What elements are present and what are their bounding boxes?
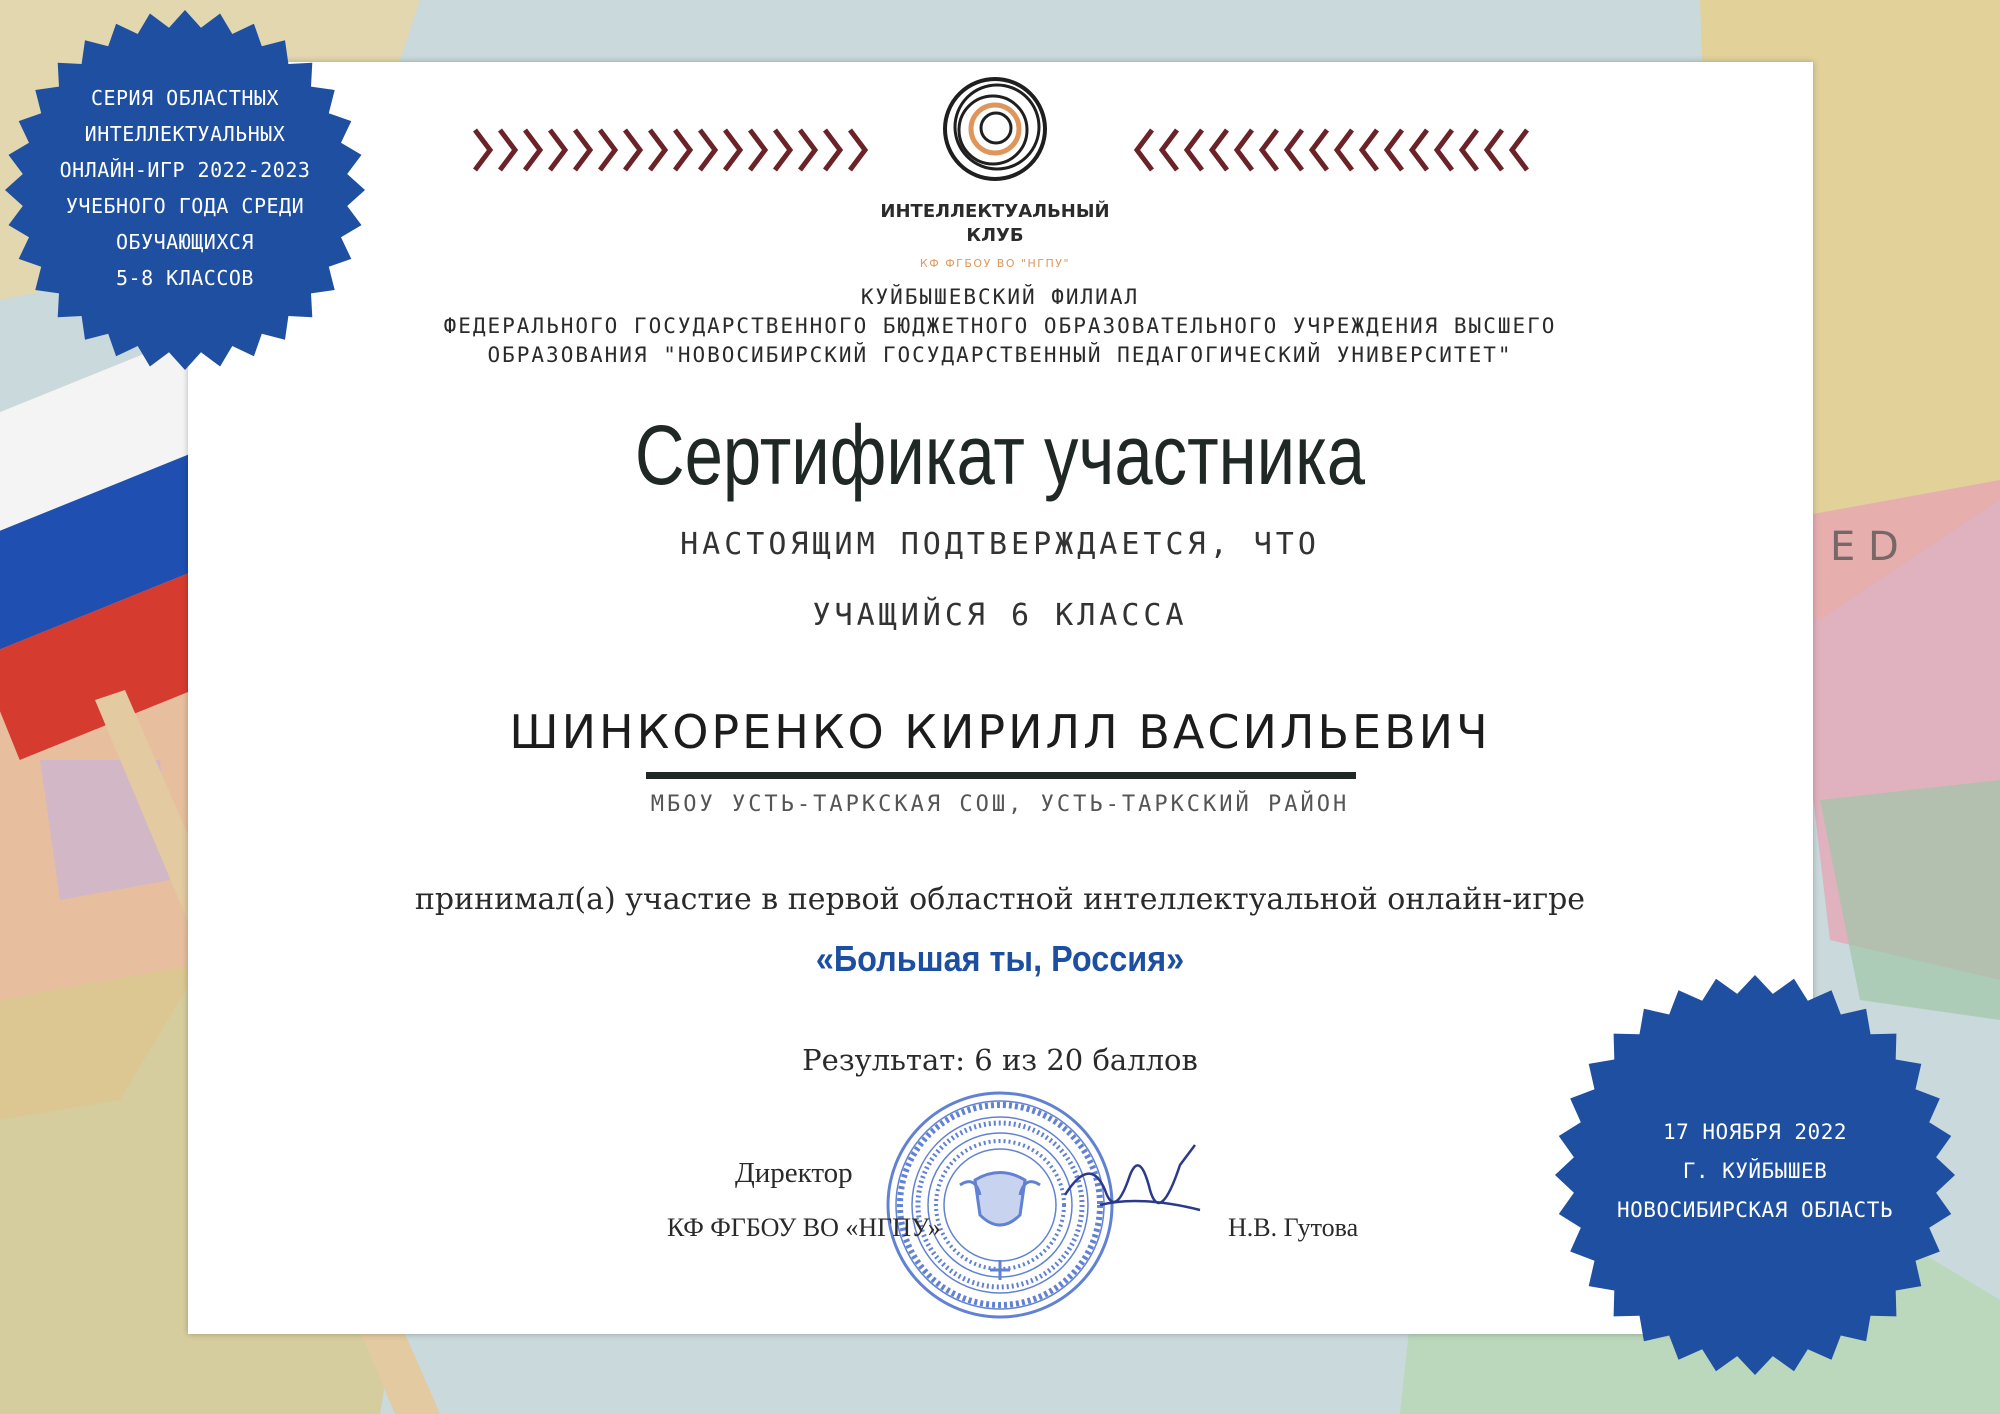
club-name-line1: ИНТЕЛЛЕКТУАЛЬНЫЙ: [880, 201, 1110, 222]
event-region: НОВОСИБИРСКАЯ ОБЛАСТЬ: [1616, 1198, 1893, 1222]
series-badge-line: ОНЛАЙН-ИГР 2022-2023: [59, 158, 311, 182]
participation-text: принимал(а) участие в первой областной интеллектуальной онлайн-игре: [414, 882, 1586, 917]
name-underline: [646, 772, 1356, 779]
svg-text:E D: E D: [1830, 524, 1899, 570]
series-badge-line: ОБУЧАЮЩИХСЯ: [116, 230, 254, 254]
organization-name: [250, 283, 1750, 370]
series-badge-line: УЧЕБНОГО ГОДА СРЕДИ: [65, 194, 305, 218]
director-title: Директор: [735, 1157, 853, 1189]
result-text: Результат: 6 из 20 баллов: [802, 1043, 1198, 1077]
director-name: Н.В. Гутова: [1228, 1213, 1359, 1242]
game-title: «Большая ты, Россия»: [815, 938, 1185, 979]
organization-line2: ФЕДЕРАЛЬНОГО ГОСУДАРСТВЕННОГО БЮДЖЕТНОГО ОБРАЗОВАТЕЛЬНОГО УЧРЕЖДЕНИЯ ВЫСШЕГО: [443, 314, 1557, 338]
series-badge-line: 5-8 КЛАССОВ: [116, 266, 254, 290]
organization-line1: КУЙБЫШЕВСКИЙ ФИЛИАЛ: [860, 285, 1140, 309]
chevron-right-decoration-icon: [470, 120, 870, 180]
school-name: МБОУ УСТЬ-ТАРКСКАЯ СОШ, УСТЬ-ТАРКСКИЙ РАЙОН: [650, 792, 1350, 817]
event-date: 17 НОЯБРЯ 2022: [1662, 1120, 1847, 1144]
club-name: [860, 200, 1130, 248]
date-location-badge-text: [1550, 1113, 1960, 1230]
series-badge-text: [25, 80, 345, 296]
series-badge-line: СЕРИЯ ОБЛАСТНЫХ: [90, 86, 280, 110]
chevron-left-decoration-icon: [1132, 120, 1532, 180]
confirmation-text: НАСТОЯЩИМ ПОДТВЕРЖДАЕТСЯ, ЧТО: [680, 527, 1320, 562]
director-institution: КФ ФГБОУ ВО «НГПУ»: [667, 1213, 941, 1242]
handwritten-signature-icon: [1060, 1135, 1210, 1245]
certificate-title: Сертификат участника: [634, 408, 1366, 502]
event-city: Г. КУЙБЫШЕВ: [1682, 1159, 1828, 1183]
organization-line3: ОБРАЗОВАНИЯ "НОВОСИБИРСКИЙ ГОСУДАРСТВЕННЫЙ ПЕДАГОГИЧЕСКИЙ УНИВЕРСИТЕТ": [487, 343, 1513, 367]
series-badge-line: ИНТЕЛЛЕКТУАЛЬНЫХ: [84, 122, 286, 146]
concentric-circles-logo-icon: [940, 74, 1050, 184]
club-subtitle: КФ ФГБОУ ВО "НГПУ": [919, 257, 1071, 270]
student-name: ШИНКОРЕНКО КИРИЛЛ ВАСИЛЬЕВИЧ: [509, 705, 1491, 759]
student-grade: УЧАЩИЙСЯ 6 КЛАССА: [812, 598, 1188, 633]
club-name-line2: КЛУБ: [966, 225, 1024, 246]
